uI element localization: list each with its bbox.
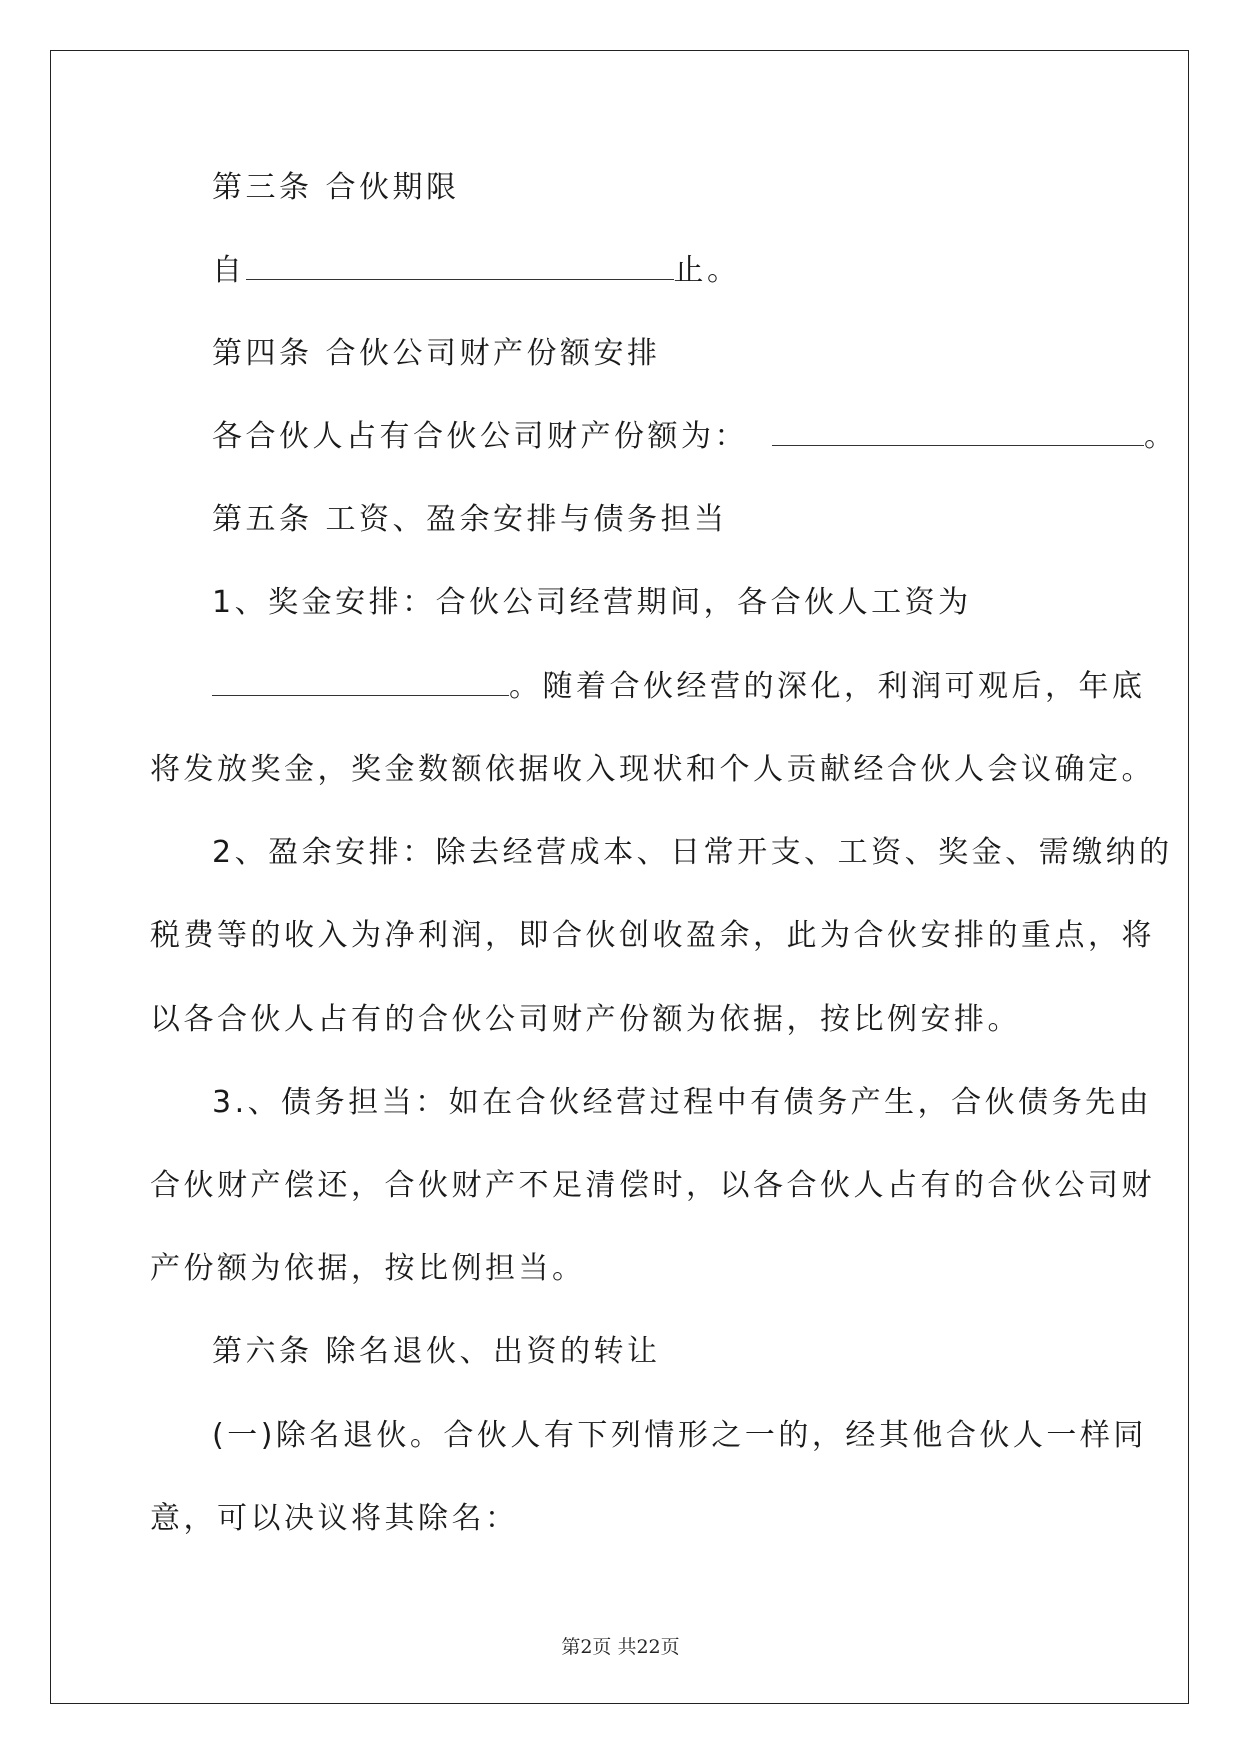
salary-blank-field bbox=[212, 669, 509, 696]
article-5-p1-line-2 bbox=[212, 667, 1146, 707]
article-5-p3-line-3: 产份额为依据，按比例担当。 bbox=[150, 1251, 586, 1286]
article-3-heading: 第三条 合伙期限 bbox=[212, 170, 460, 205]
article-4-heading: 第四条 合伙公司财产份额安排 bbox=[212, 336, 661, 371]
article-3-term-line bbox=[212, 251, 741, 291]
article-4-suffix: 。 bbox=[1144, 419, 1178, 454]
term-blank-field bbox=[246, 253, 674, 280]
article-6-p1-line-2: 意，可以决议将其除名： bbox=[150, 1501, 519, 1536]
article-5-p3-line-2: 合伙财产偿还，合伙财产不足清偿时，以各合伙人占有的合伙公司财 bbox=[150, 1168, 1155, 1203]
article-5-p2-line-1: 2、盈余安排：除去经营成本、日常开支、工资、奖金、需缴纳的 bbox=[212, 835, 1173, 870]
article-5-heading: 第五条 工资、盈余安排与债务担当 bbox=[212, 502, 728, 537]
article-5-p2-line-3: 以各合伙人占有的合伙公司财产份额为依据，按比例安排。 bbox=[150, 1002, 1021, 1037]
article-5-p3-line-1: 3.、债务担当：如在合伙经营过程中有债务产生，合伙债务先由 bbox=[212, 1085, 1153, 1120]
article-6-p1-line-1: (一)除名退伙。合伙人有下列情形之一的，经其他合伙人一样同 bbox=[212, 1418, 1147, 1453]
article-5-p1-line-2-text: 。随着合伙经营的深化，利润可观后，年底 bbox=[509, 669, 1146, 704]
article-4-text: 各合伙人占有合伙公司财产份额为： bbox=[212, 419, 748, 454]
share-blank-field bbox=[772, 419, 1144, 446]
page-number-footer: 第2页 共22页 bbox=[561, 1636, 680, 1658]
article-4-share-line bbox=[212, 417, 1178, 457]
article-5-p2-line-2: 税费等的收入为净利润，即合伙创收盈余，此为合伙安排的重点，将 bbox=[150, 918, 1155, 953]
article-5-p1-line-3: 将发放奖金，奖金数额依据收入现状和个人贡献经合伙人会议确定。 bbox=[150, 752, 1155, 787]
article-6-heading: 第六条 除名退伙、出资的转让 bbox=[212, 1334, 661, 1369]
article-3-prefix: 自 bbox=[212, 253, 246, 288]
article-5-p1-line-1: 1、奖金安排：合伙公司经营期间，各合伙人工资为 bbox=[212, 585, 972, 620]
article-3-suffix: 止。 bbox=[673, 253, 741, 288]
